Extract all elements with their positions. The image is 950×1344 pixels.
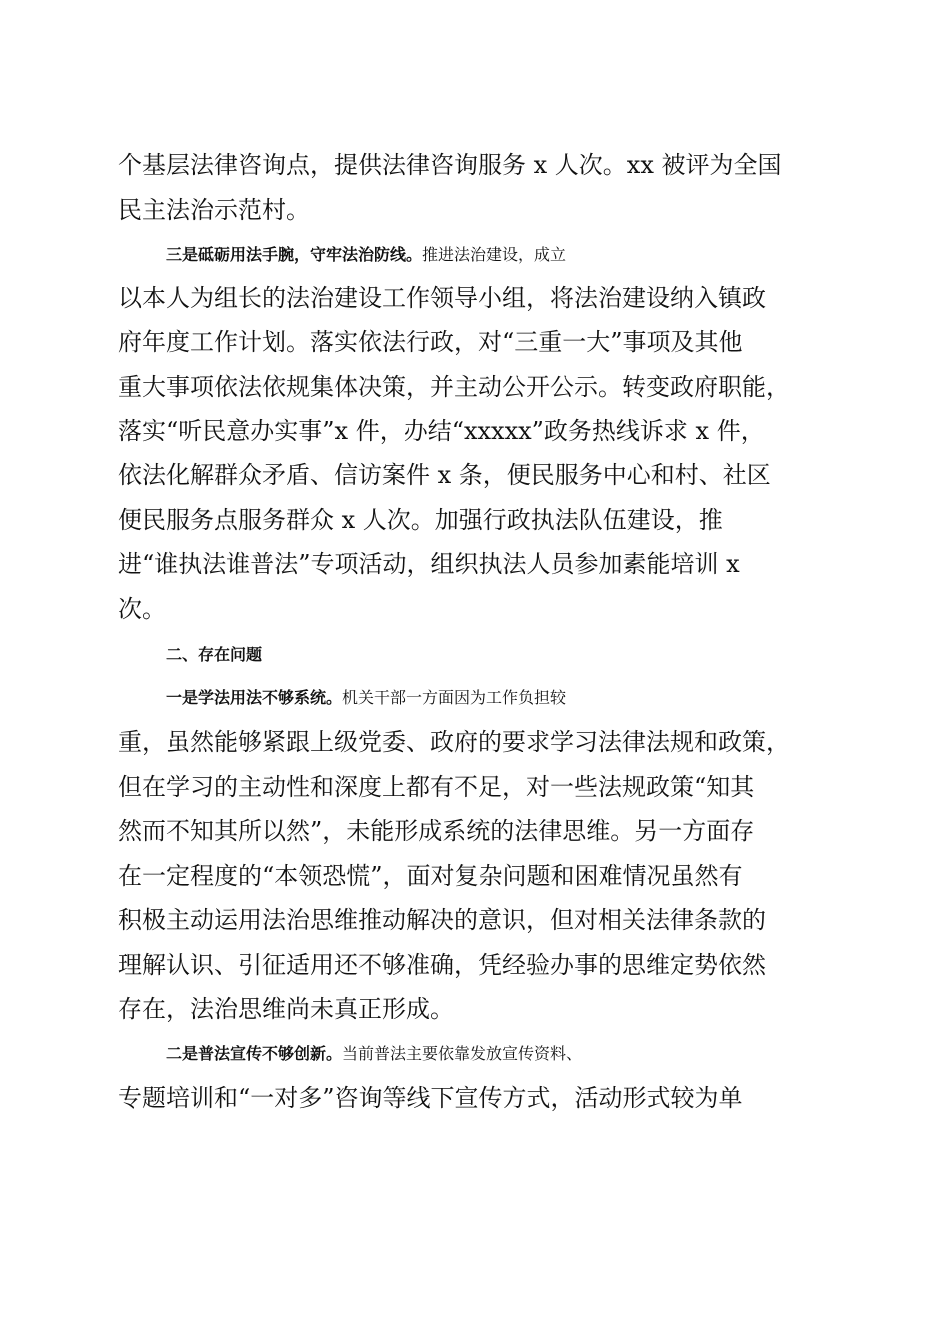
paragraph-line: 但在学习的主动性和深度上都有不足，对一些法规政策“知其 <box>118 773 755 801</box>
paragraph-lead: 三是砥砺用法手腕，守牢法治防线。 <box>166 245 423 264</box>
paragraph-lead: 二是普法宣传不够创新。 <box>166 1044 343 1063</box>
paragraph-line: 以本人为组长的法治建设工作领导小组，将法治建设纳入镇政 <box>118 284 766 312</box>
paragraph-line: 落实“听民意办实事”x 件，办结“xxxxx”政务热线诉求 x 件， <box>118 417 765 445</box>
paragraph-line <box>166 240 886 270</box>
paragraph-lead: 一是学法用法不够系统。 <box>166 688 343 707</box>
section-heading: 二、存在问题 <box>166 645 263 664</box>
paragraph-text: 当前普法主要依靠发放宣传资料、 <box>342 1044 583 1063</box>
paragraph-line: 在一定程度的“本领恐慌”，面对复杂问题和困难情况虽然有 <box>118 862 743 890</box>
paragraph-line: 进“谁执法谁普法”专项活动，组织执法人员参加素能培训 x <box>118 550 740 578</box>
paragraph-line: 理解认识、引征适用还不够准确，凭经验办事的思维定势依然 <box>118 951 766 979</box>
paragraph-text: 机关干部一方面因为工作负担较 <box>342 688 567 707</box>
paragraph-line: 重，虽然能够紧跟上级党委、政府的要求学习法律法规和政策， <box>118 728 790 756</box>
paragraph-line: 然而不知其所以然”，未能形成系统的法律思维。另一方面存 <box>118 817 755 845</box>
paragraph-text: 推进法治建设，成立 <box>422 245 567 264</box>
paragraph-line: 个基层法律咨询点，提供法律咨询服务 x 人次。xx 被评为全国 <box>118 151 782 179</box>
paragraph-line: 存在，法治思维尚未真正形成。 <box>118 995 454 1023</box>
paragraph-line: 次。 <box>118 595 166 623</box>
paragraph-line: 专题培训和“一对多”咨询等线下宣传方式，活动形式较为单 <box>118 1084 743 1112</box>
paragraph-line: 依法化解群众矛盾、信访案件 x 条，便民服务中心和村、社区 <box>118 461 771 489</box>
paragraph-line: 积极主动运用法治思维推动解决的意识，但对相关法律条款的 <box>118 906 766 934</box>
paragraph-line: 民主法治示范村。 <box>118 196 310 224</box>
paragraph-line: 重大事项依法依规集体决策，并主动公开公示。转变政府职能， <box>118 373 790 401</box>
paragraph-line <box>166 683 886 713</box>
paragraph-line <box>166 1039 886 1069</box>
paragraph-line: 便民服务点服务群众 x 人次。加强行政执法队伍建设，推 <box>118 506 723 534</box>
paragraph-line: 府年度工作计划。落实依法行政，对“三重一大”事项及其他 <box>118 328 743 356</box>
